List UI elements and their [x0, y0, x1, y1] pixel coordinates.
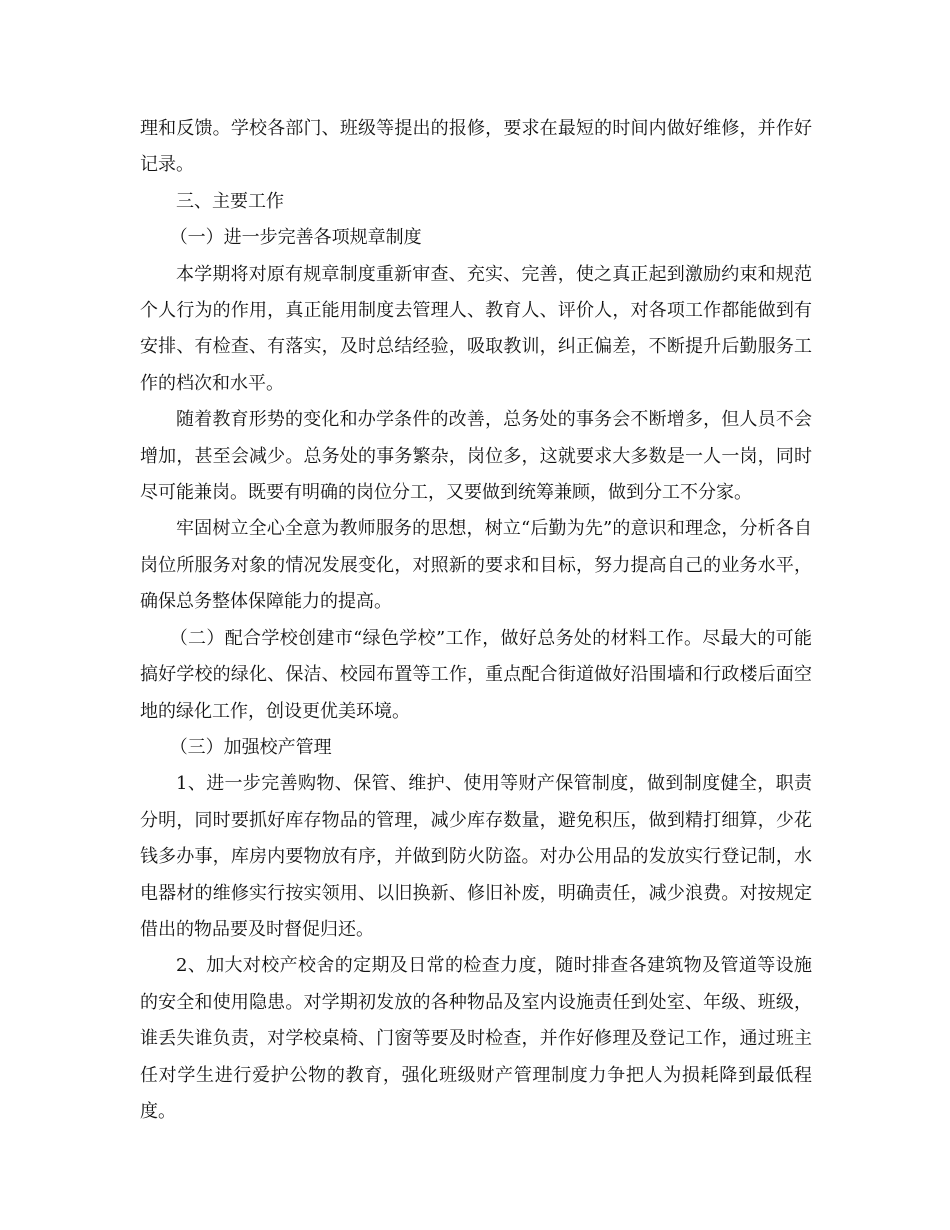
paragraph-service-attitude: 牢固树立全心全意为教师服务的思想，树立“后勤为先”的意识和理念，分析各自岗位所服务对象的情况发展变化，对照新的要求和目标，努力提高自己的业务水平，确保总务整体保障能力的提高。	[140, 518, 812, 613]
section-heading-main-work: 三、主要工作	[176, 190, 284, 212]
paragraph-rules-review: 本学期将对原有规章制度重新审查、充实、完善，使之真正起到激励约束和规范个人行为的作用，真正能用制度去管理人、教育人、评价人，对各项工作都能做到有安排、有检查、有落实，及时总结经验，吸取教训，纠正偏差，不断提升后勤服务工作的档次和水平。	[140, 263, 812, 394]
paragraph-repair-feedback: 理和反馈。学校各部门、班级等提出的报修，要求在最短的时间内做好维修，并作好记录。	[140, 118, 812, 176]
subheading-property-management: （三）加强校产管理	[169, 736, 332, 758]
paragraph-property-rules: 1、进一步完善购物、保管、维护、使用等财产保管制度，做到制度健全，职责分明，同时要抓好库存物品的管理，减少库存数量，避免积压，做到精打细算，少花钱多办事，库房内要物放有序，并做到防火防盗。对办公用品的发放实行登记制，水电器材的维修实行按实领用、以旧换新、修旧补废，明确责任，减少浪费。对按规定借出的物品要及时督促归还。	[140, 773, 812, 940]
paragraph-green-school: （二）配合学校创建市“绿色学校”工作，做好总务处的材料工作。尽最大的可能搞好学校的绿化、保洁、校园布置等工作，重点配合街道做好沿围墙和行政楼后面空地的绿化工作，创设更优美环境。	[140, 627, 812, 722]
subheading-rules: （一）进一步完善各项规章制度	[169, 227, 422, 249]
paragraph-staffing: 随着教育形势的变化和办学条件的改善，总务处的事务会不断增多，但人员不会增加，甚至会减少。总务处的事务繁杂，岗位多，这就要求大多数是一人一岗，同时尽可能兼岗。既要有明确的岗位分工，又要做到统筹兼顾，做到分工不分家。	[140, 409, 812, 504]
paragraph-inspection: 2、加大对校产校舍的定期及日常的检查力度，随时排查各建筑物及管道等设施的安全和使用隐患。对学期初发放的各种物品及室内设施责任到处室、年级、班级，谁丢失谁负责，对学校桌椅、门窗等要及时检查，并作好修理及登记工作，通过班主任对学生进行爱护公物的教育，强化班级财产管理制度力争把人为损耗降到最低程度。	[140, 955, 812, 1122]
document-body	[140, 111, 812, 1130]
